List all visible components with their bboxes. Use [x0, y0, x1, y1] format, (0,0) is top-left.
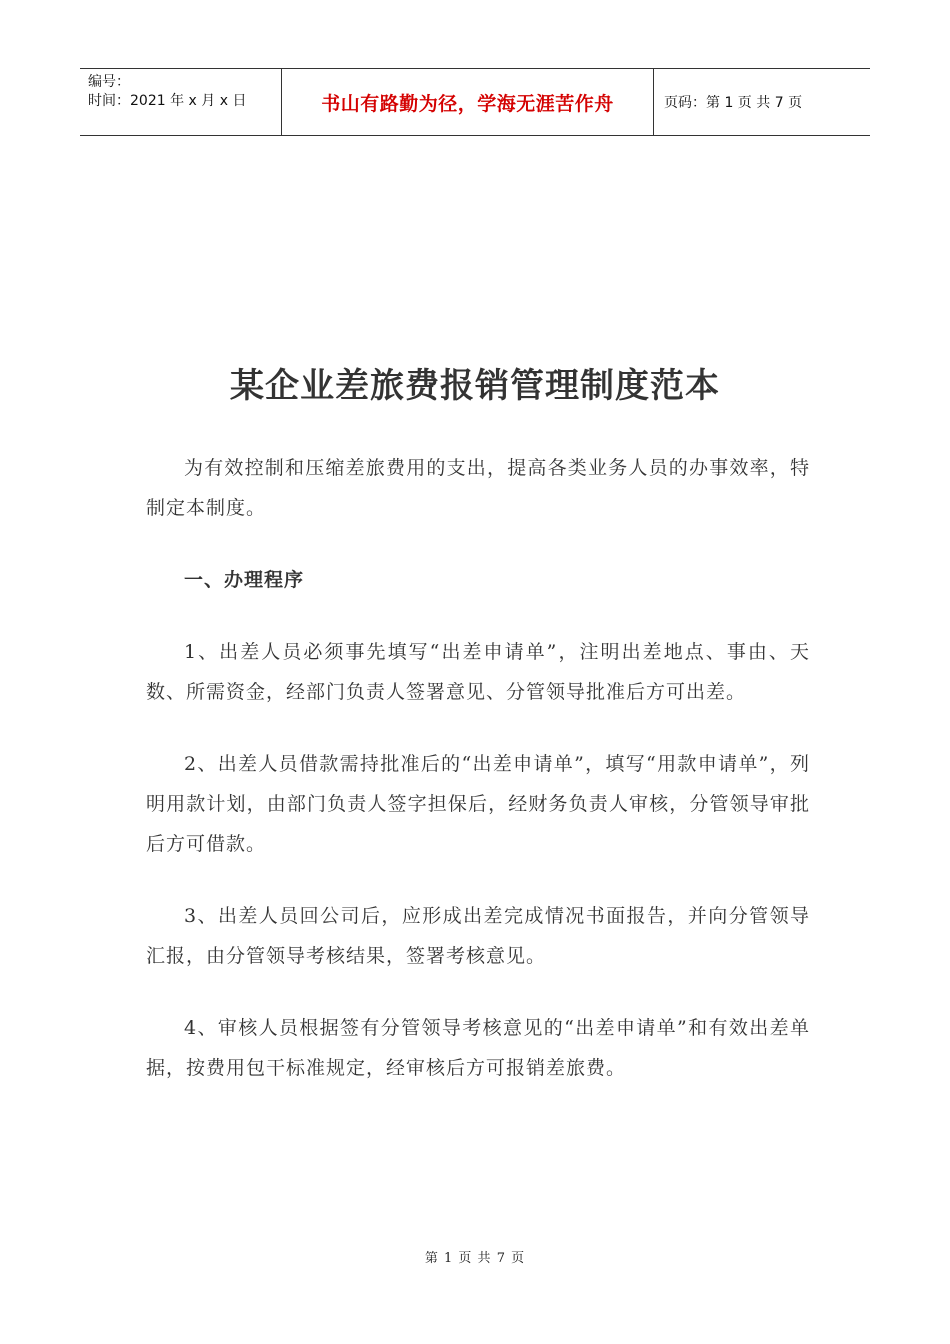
document-time-label: 时间：2021 年 x 月 x 日	[88, 93, 247, 109]
header-page-cell	[654, 69, 870, 135]
document-body	[146, 448, 810, 1120]
section-heading: 一、办理程序	[184, 569, 305, 591]
document-title: 某企业差旅费报销管理制度范本	[230, 366, 720, 406]
list-item: 2、出差人员借款需持批准后的“出差申请单”，填写“用款申请单”，列明用款计划，由部门负责人签字担保后，经财务负责人审核，分管领导审批后方可借款。	[146, 753, 810, 855]
header-page-info: 页码：第 1 页 共 7 页	[664, 95, 803, 111]
list-item: 3、出差人员回公司后，应形成出差完成情况书面报告，并向分管领导汇报，由分管领导考核结果，签署考核意见。	[146, 905, 810, 967]
page-header	[80, 68, 870, 136]
header-motto-cell	[282, 69, 654, 135]
document-number-label: 编号：	[88, 74, 130, 90]
intro-paragraph: 为有效控制和压缩差旅费用的支出，提高各类业务人员的办事效率，特制定本制度。	[146, 457, 810, 519]
list-item: 1、出差人员必须事先填写“出差申请单”，注明出差地点、事由、天数、所需资金，经部门负责人签署意见、分管领导批准后方可出差。	[146, 641, 810, 703]
header-meta-cell	[80, 69, 282, 135]
footer-page-number: 第 1 页 共 7 页	[424, 1251, 526, 1266]
list-item: 4、审核人员根据签有分管领导考核意见的“出差申请单”和有效出差单据，按费用包干标准规定，经审核后方可报销差旅费。	[146, 1017, 810, 1079]
page-footer	[0, 1247, 950, 1266]
header-motto: 书山有路勤为径，学海无涯苦作舟	[321, 92, 614, 115]
